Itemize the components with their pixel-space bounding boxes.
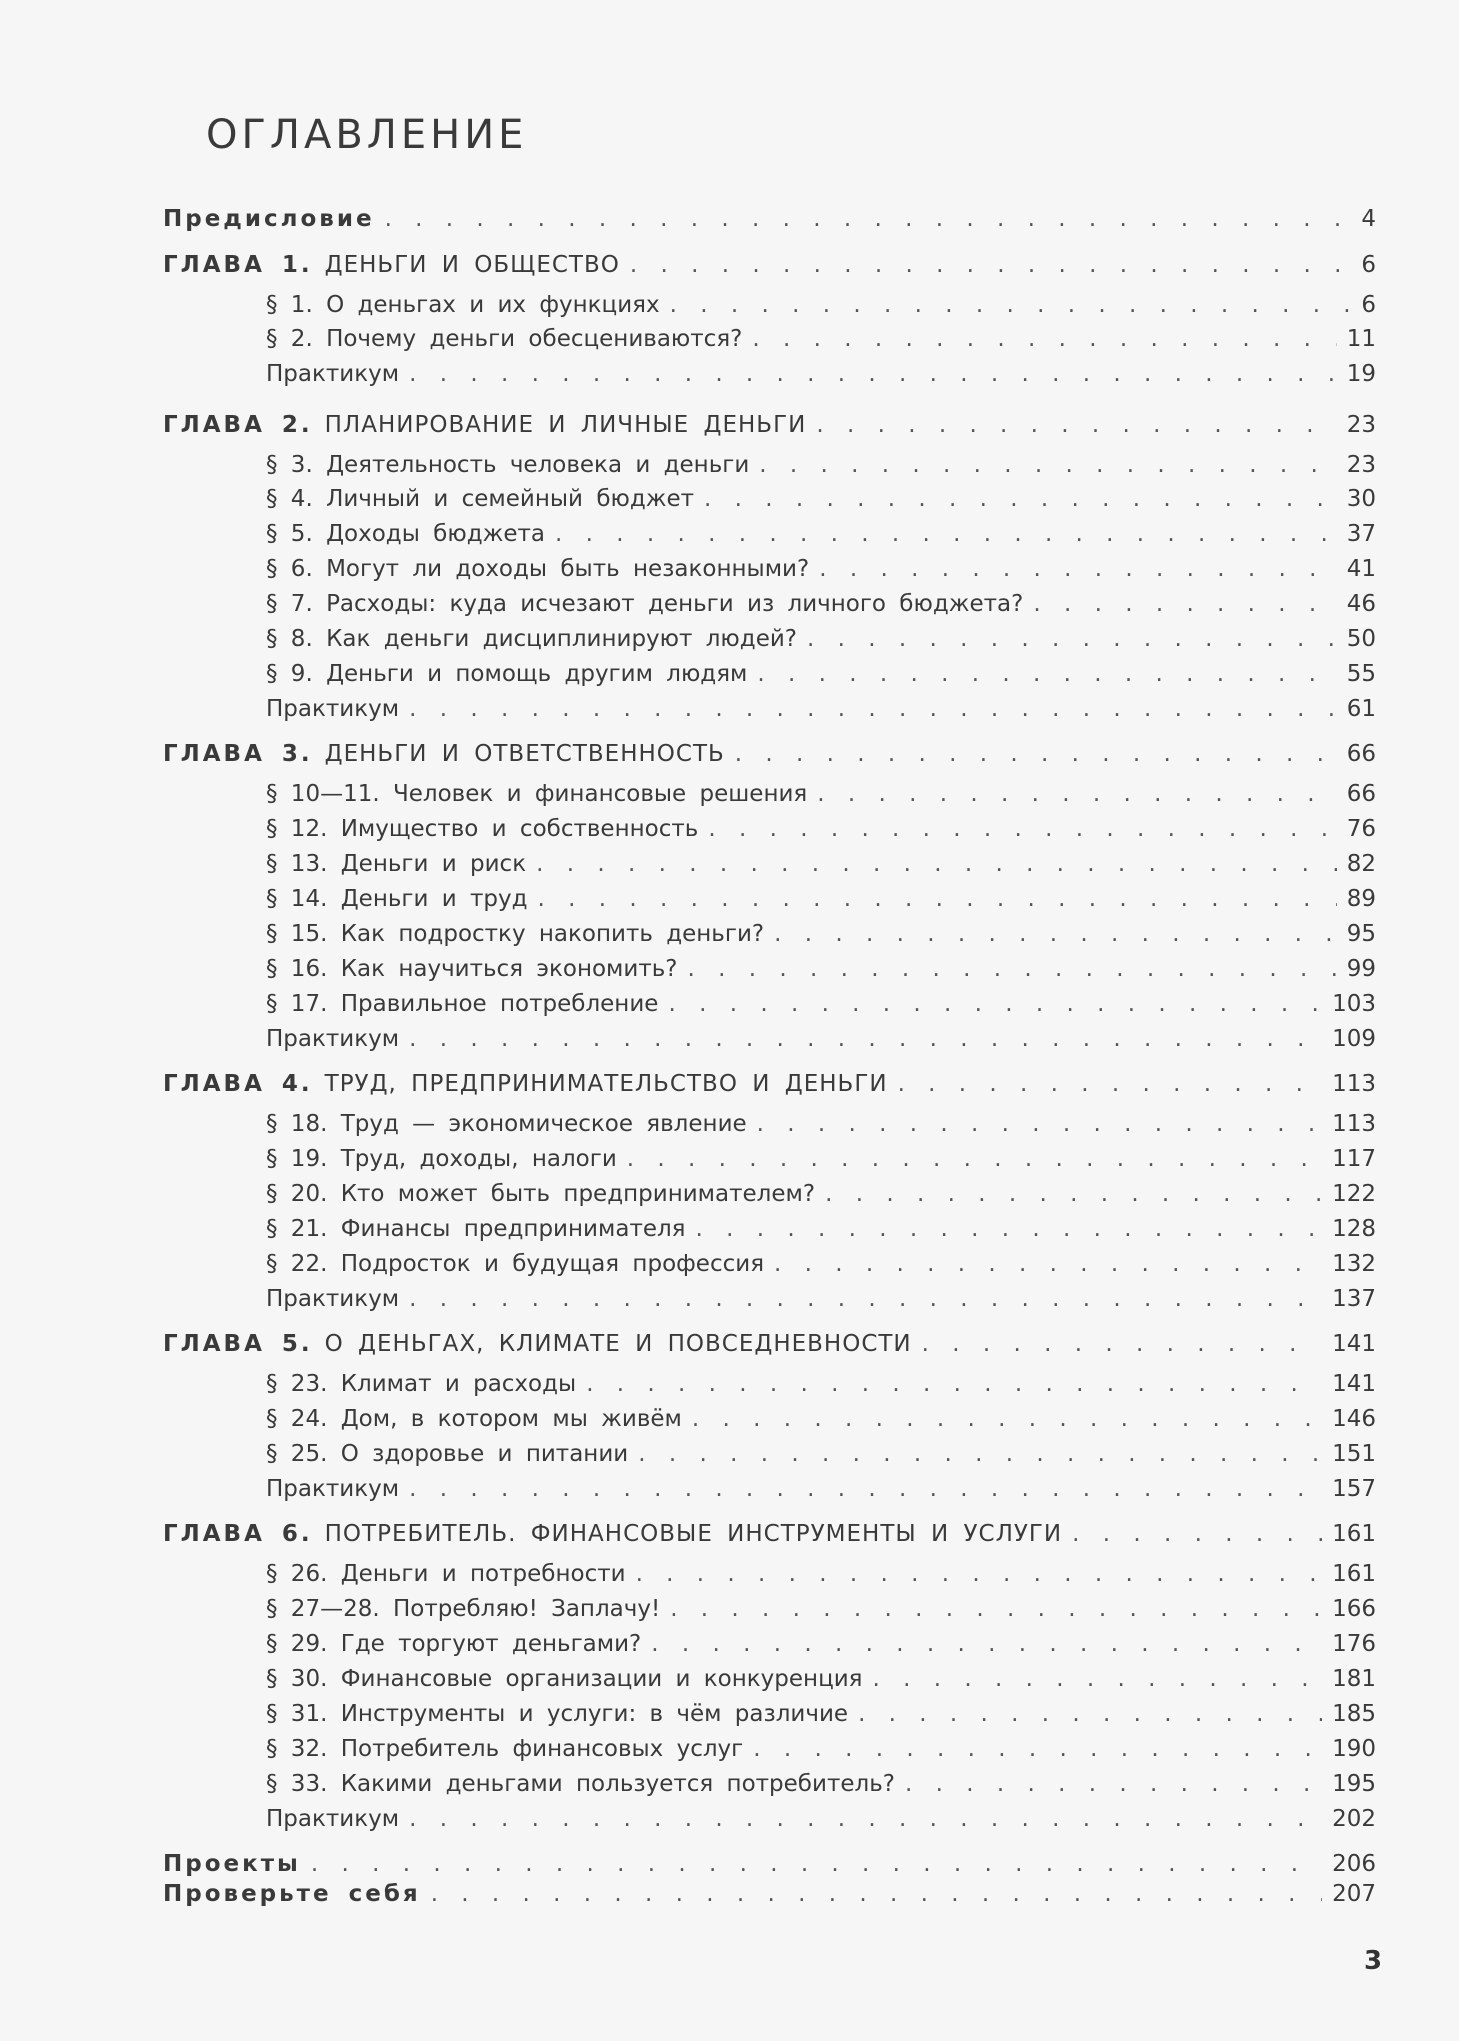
toc-item [266,917,1376,951]
toc-label: § 9. Деньги и помощь другим людям [266,661,748,687]
toc-item [266,1697,1376,1731]
dot-leader [858,1697,1322,1731]
toc-item [266,847,1376,881]
toc-chapter [163,408,1376,442]
dot-leader [825,1177,1322,1211]
toc-item [266,1212,1376,1246]
toc-label: § 32. Потребитель финансовых услуг [266,1736,744,1762]
dot-leader [1072,1517,1322,1551]
dot-leader [409,692,1337,726]
toc-item [266,1472,1376,1506]
toc-page-number: 151 [1332,1441,1376,1467]
toc-page-number: 202 [1332,1806,1376,1832]
toc-item [266,288,1376,322]
chapter-number: ГЛАВА 6. [163,1521,313,1547]
toc-page-number: 181 [1332,1666,1376,1692]
toc-page-number: 6 [1361,292,1376,318]
toc-label: § 21. Финансы предпринимателя [266,1216,686,1242]
chapter-number: ГЛАВА 3. [163,741,313,767]
dot-leader [1033,587,1336,621]
toc-label: Практикум [266,696,400,722]
dot-leader [873,1662,1323,1696]
toc-page-number: 95 [1346,921,1376,947]
toc-item [266,1662,1376,1696]
dot-leader [688,952,1337,986]
toc-label: § 6. Могут ли доходы быть незаконными? [266,556,810,582]
toc-item [266,952,1376,986]
toc-page-number: 207 [1332,1881,1376,1907]
toc-label: Практикум [266,1806,400,1832]
dot-leader [431,1877,1322,1911]
dot-leader [409,1022,1322,1056]
toc-page-number: 82 [1346,851,1376,877]
toc-label: ДЕНЬГИ И ОТВЕТСТВЕННОСТЬ [324,741,725,767]
chapter-number: ГЛАВА 5. [163,1331,313,1357]
dot-leader [816,408,1336,442]
dot-leader [409,1802,1322,1836]
toc-item [266,448,1376,482]
toc-page-number: 99 [1346,956,1376,982]
dot-leader [586,1367,1322,1401]
toc-label: Практикум [266,1026,400,1052]
dot-leader [922,1327,1322,1361]
toc-label: О ДЕНЬГАХ, КЛИМАТЕ И ПОВСЕДНЕВНОСТИ [324,1331,912,1357]
toc-item [266,357,1376,391]
toc-item [266,657,1376,691]
dot-leader [752,322,1336,356]
toc-page-number: 109 [1332,1026,1376,1052]
toc-page-number: 161 [1332,1521,1376,1547]
toc-label: § 1. О деньгах и их функциях [266,292,660,318]
toc-label: § 10—11. Человек и финансовые решения [266,781,808,807]
toc-page-number: 132 [1332,1251,1376,1277]
toc-page-number: 23 [1346,452,1376,478]
toc-chapter [163,1327,1376,1361]
toc-label: § 19. Труд, доходы, налоги [266,1146,617,1172]
toc-page-number: 113 [1332,1071,1376,1097]
dot-leader [670,288,1352,322]
toc-page-number: 146 [1332,1406,1376,1432]
toc-item [266,552,1376,586]
toc-item [266,322,1376,356]
dot-leader [692,1402,1322,1436]
dot-leader [774,1247,1322,1281]
toc-page-number: 6 [1361,252,1376,278]
toc-label: § 14. Деньги и труд [266,886,528,912]
toc-label: § 33. Какими деньгами пользуется потребитель? [266,1771,895,1797]
toc-page-number: 141 [1332,1331,1376,1357]
toc-page-number: 19 [1346,361,1376,387]
dot-leader [757,657,1336,691]
toc-label: § 31. Инструменты и услуги: в чём различие [266,1701,849,1727]
toc-label: § 22. Подросток и будущая профессия [266,1251,765,1277]
toc-page-number: 4 [1361,206,1376,232]
toc-page-number: 161 [1332,1561,1376,1587]
toc-label: § 3. Деятельность человека и деньги [266,452,750,478]
dot-leader [630,248,1352,282]
dot-leader [905,1767,1322,1801]
toc-item [266,1142,1376,1176]
toc-item [266,1557,1376,1591]
toc-item [266,1282,1376,1316]
dot-leader [807,622,1337,656]
toc-label: § 24. Дом, в котором мы живём [266,1406,682,1432]
toc-item [266,517,1376,551]
toc-label: Проверьте себя [163,1881,421,1907]
toc-label: Практикум [266,361,400,387]
dot-leader [636,1557,1323,1591]
toc-item [266,1627,1376,1661]
toc-chapter [163,1067,1376,1101]
dot-leader [704,482,1337,516]
toc-label: § 18. Труд — экономическое явление [266,1111,747,1137]
toc-page-number: 46 [1346,591,1376,617]
toc-label: § 30. Финансовые организации и конкуренция [266,1666,863,1692]
toc-label: ПЛАНИРОВАНИЕ И ЛИЧНЫЕ ДЕНЬГИ [324,412,807,438]
dot-leader [638,1437,1322,1471]
toc-label: § 16. Как научиться экономить? [266,956,678,982]
dot-leader [670,1592,1322,1626]
toc-label: § 4. Личный и семейный бюджет [266,486,695,512]
toc-chapter [163,248,1376,282]
toc-section [163,1847,1376,1881]
toc-item [266,587,1376,621]
dot-leader [555,517,1337,551]
toc-page-number: 37 [1346,521,1376,547]
toc-label: ПОТРЕБИТЕЛЬ. ФИНАНСОВЫЕ ИНСТРУМЕНТЫ И УСЛУГИ [324,1521,1063,1547]
chapter-number: ГЛАВА 1. [163,252,313,278]
dot-leader [757,1107,1322,1141]
toc-label: ДЕНЬГИ И ОБЩЕСТВО [324,252,620,278]
dot-leader [409,1282,1322,1316]
dot-leader [536,847,1337,881]
toc-page-number: 157 [1332,1476,1376,1502]
toc-page-number: 195 [1332,1771,1376,1797]
toc-item [266,1767,1376,1801]
dot-leader [651,1627,1322,1661]
toc-label: Проекты [163,1851,301,1877]
toc-label: § 26. Деньги и потребности [266,1561,626,1587]
toc-item [266,1802,1376,1836]
toc-label: § 29. Где торгуют деньгами? [266,1631,642,1657]
toc-page-number: 128 [1332,1216,1376,1242]
dot-leader [409,357,1337,391]
toc-page-number: 23 [1346,412,1376,438]
dot-leader [668,987,1322,1021]
toc-page-number: 55 [1346,661,1376,687]
toc-page-number: 66 [1346,781,1376,807]
toc-page-number: 66 [1346,741,1376,767]
toc-item [266,1367,1376,1401]
toc-label: § 25. О здоровье и питании [266,1441,629,1467]
chapter-number: ГЛАВА 4. [163,1071,313,1097]
page-title: ОГЛАВЛЕНИЕ [206,112,528,158]
toc-page-number: 117 [1332,1146,1376,1172]
page-number: 3 [1364,1946,1383,1976]
toc-item [266,1732,1376,1766]
toc-page-number: 11 [1346,326,1376,352]
toc-chapter [163,737,1376,771]
dot-leader [708,812,1336,846]
toc-label: § 15. Как подростку накопить деньги? [266,921,765,947]
toc-page-number: 89 [1346,886,1376,912]
dot-leader [409,1472,1322,1506]
dot-leader [385,202,1352,236]
toc-page-number: 50 [1346,626,1376,652]
toc-item [266,1177,1376,1211]
toc-label: § 17. Правильное потребление [266,991,659,1017]
dot-leader [696,1212,1323,1246]
toc-page-number: 141 [1332,1371,1376,1397]
toc-label: § 12. Имущество и собственность [266,816,699,842]
toc-label: § 5. Доходы бюджета [266,521,545,547]
toc-label: Практикум [266,1476,400,1502]
dot-leader [735,737,1337,771]
toc-page-number: 61 [1346,696,1376,722]
toc-page-number: 166 [1332,1596,1376,1622]
toc-label: Практикум [266,1286,400,1312]
toc-item [266,1402,1376,1436]
toc-page-number: 41 [1346,556,1376,582]
toc-label: ТРУД, ПРЕДПРИНИМАТЕЛЬСТВО И ДЕНЬГИ [324,1071,888,1097]
toc-page-number: 190 [1332,1736,1376,1762]
toc-label: § 13. Деньги и риск [266,851,527,877]
dot-leader [538,882,1337,916]
toc-label: § 2. Почему деньги обесцениваются? [266,326,743,352]
toc-page-number: 103 [1332,991,1376,1017]
toc-item [266,482,1376,516]
toc-page-number: 206 [1332,1851,1376,1877]
toc-page-number: 122 [1332,1181,1376,1207]
toc-label: § 7. Расходы: куда исчезают деньги из личного бюджета? [266,591,1024,617]
dot-leader [311,1847,1322,1881]
dot-leader [774,917,1337,951]
toc-label: § 20. Кто может быть предпринимателем? [266,1181,816,1207]
toc-page-number: 76 [1346,816,1376,842]
toc-page-number: 30 [1346,486,1376,512]
toc-item [266,1022,1376,1056]
toc-label: Предисловие [163,206,375,232]
dot-leader [819,552,1337,586]
toc-page-number: 176 [1332,1631,1376,1657]
toc-page-number: 185 [1332,1701,1376,1727]
chapter-number: ГЛАВА 2. [163,412,313,438]
dot-leader [759,448,1336,482]
toc-label: § 8. Как деньги дисциплинируют людей? [266,626,798,652]
toc-item [266,1437,1376,1471]
dot-leader [898,1067,1323,1101]
toc-item [266,692,1376,726]
toc-item [266,987,1376,1021]
dot-leader [753,1732,1322,1766]
toc-label: § 27—28. Потребляю! Заплачу! [266,1596,661,1622]
toc-item [266,882,1376,916]
toc-item [266,1107,1376,1141]
toc-item [266,622,1376,656]
dot-leader [627,1142,1322,1176]
toc-page-number: 113 [1332,1111,1376,1137]
toc-item [266,1247,1376,1281]
toc-item [266,812,1376,846]
toc-section [163,202,1376,236]
dot-leader [817,777,1336,811]
toc-item [266,1592,1376,1626]
toc-section [163,1877,1376,1911]
toc-item [266,777,1376,811]
toc-label: § 23. Климат и расходы [266,1371,577,1397]
toc-chapter [163,1517,1376,1551]
toc-page-number: 137 [1332,1286,1376,1312]
